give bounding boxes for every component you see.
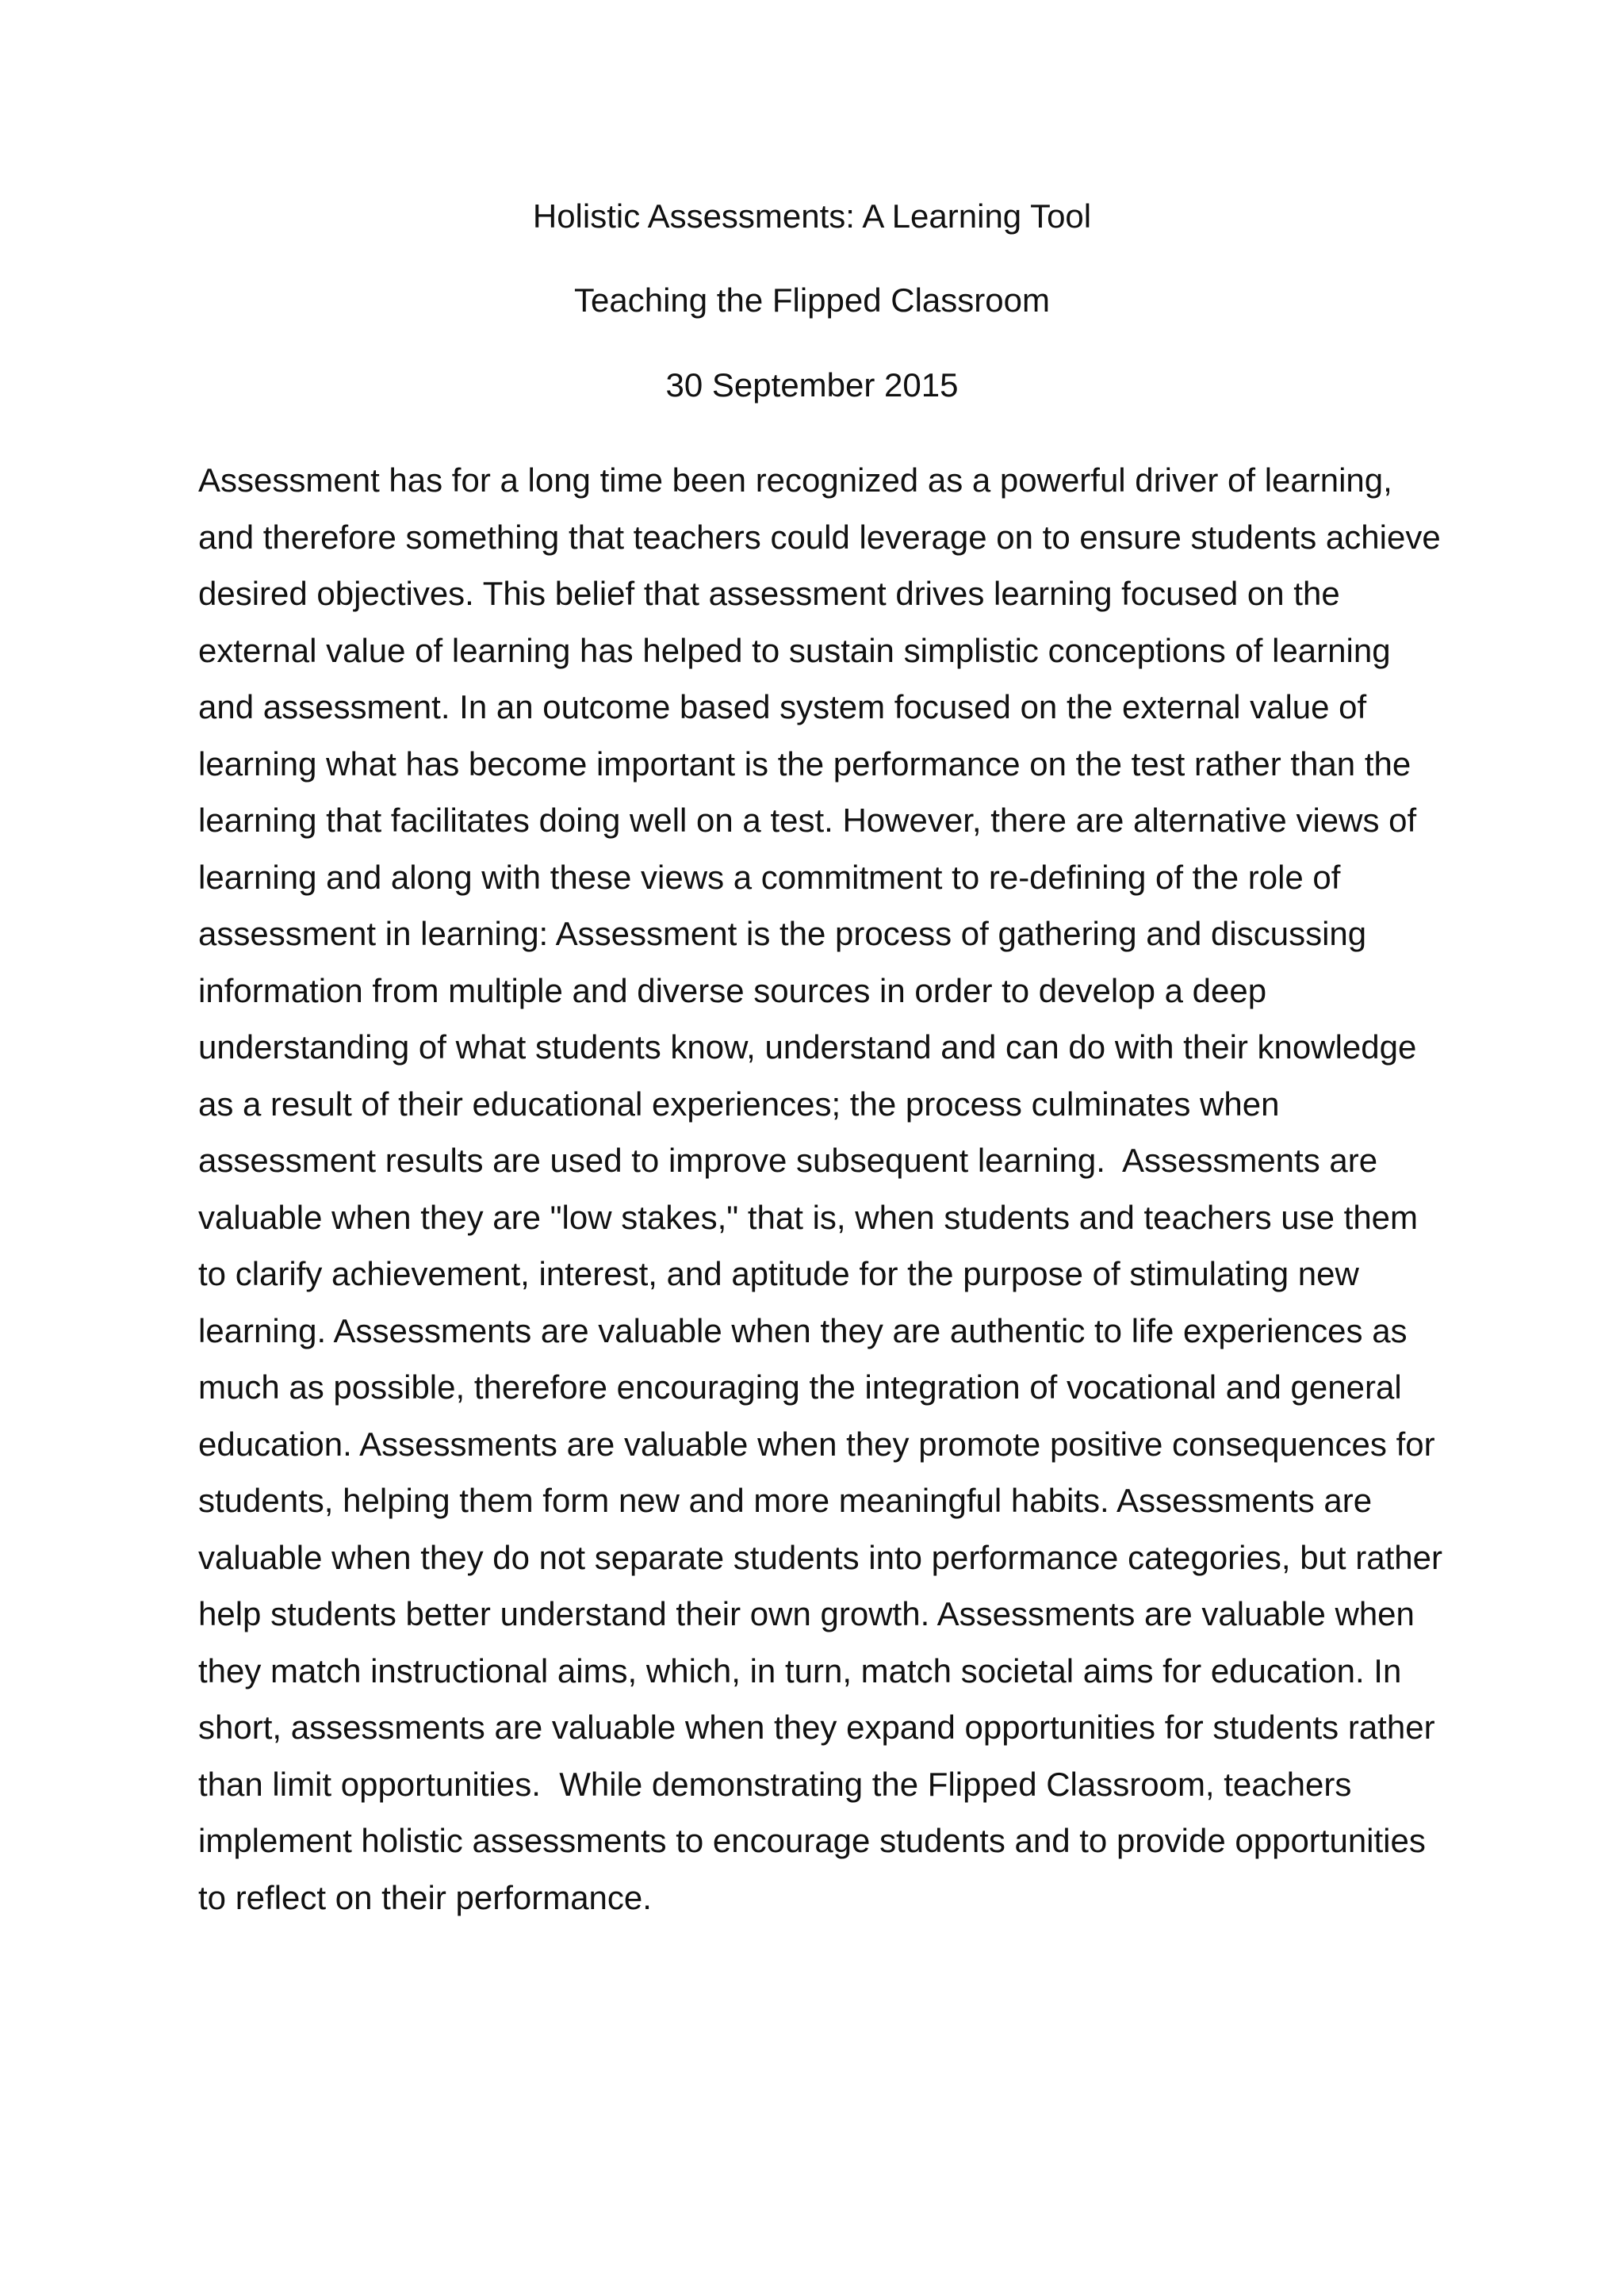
body-line: much as possible, therefore encouraging the integration of vocational and general (198, 1368, 1402, 1406)
body-line: than limit opportunities. While demonstrating the Flipped Classroom, teachers (198, 1765, 1352, 1803)
body-line: understanding of what students know, understand and can do with their knowledge (198, 1028, 1417, 1066)
body-line: and therefore something that teachers could leverage on to ensure students achieve (198, 518, 1441, 556)
body-line: learning that facilitates doing well on a test. However, there are alternative views of (198, 802, 1417, 839)
body-line: Assessment has for a long time been recognized as a powerful driver of learning, (198, 461, 1392, 499)
body-line: assessment results are used to improve subsequent learning. Assessments are (198, 1142, 1378, 1179)
body-line: assessment in learning: Assessment is the process of gathering and discussing (198, 915, 1367, 952)
body-line: students, helping them form new and more meaningful habits. Assessments are (198, 1482, 1373, 1519)
body-line: implement holistic assessments to encourage students and to provide opportunities (198, 1822, 1426, 1859)
document-subtitle: Teaching the Flipped Classroom (574, 281, 1050, 319)
body-line: learning and along with these views a commitment to re-defining of the role of (198, 858, 1341, 896)
body-line: as a result of their educational experiences; the process culminates when (198, 1085, 1280, 1123)
body-line: they match instructional aims, which, in turn, match societal aims for education. In (198, 1651, 1402, 1689)
body-line: education. Assessments are valuable when they promote positive consequences for (198, 1425, 1435, 1463)
body-line: to reflect on their performance. (198, 1878, 652, 1916)
body-line: external value of learning has helped to sustain simplistic conceptions of learning (198, 631, 1391, 669)
body-line: valuable when they do not separate students into performance categories, but rather (198, 1538, 1442, 1576)
body-line: to clarify achievement, interest, and aptitude for the purpose of stimulating new (198, 1255, 1359, 1292)
body-line: valuable when they are "low stakes," that is, when students and teachers use them (198, 1198, 1419, 1236)
body-line: short, assessments are valuable when they expand opportunities for students rather (198, 1709, 1435, 1746)
document-date: 30 September 2015 (665, 366, 959, 404)
body-line: learning. Assessments are valuable when they are authentic to life experiences as (198, 1311, 1408, 1349)
body-line: and assessment. In an outcome based system focused on the external value of (198, 688, 1367, 725)
body-line: learning what has become important is the performance on the test rather than the (198, 744, 1411, 783)
body-line: help students better understand their own growth. Assessments are valuable when (198, 1595, 1415, 1632)
body-line: information from multiple and diverse sources in order to develop a deep (198, 971, 1267, 1009)
document-title: Holistic Assessments: A Learning Tool (532, 197, 1092, 235)
body-paragraph (198, 452, 1451, 1926)
body-line: desired objectives. This belief that assessment drives learning focused on the (198, 575, 1340, 612)
